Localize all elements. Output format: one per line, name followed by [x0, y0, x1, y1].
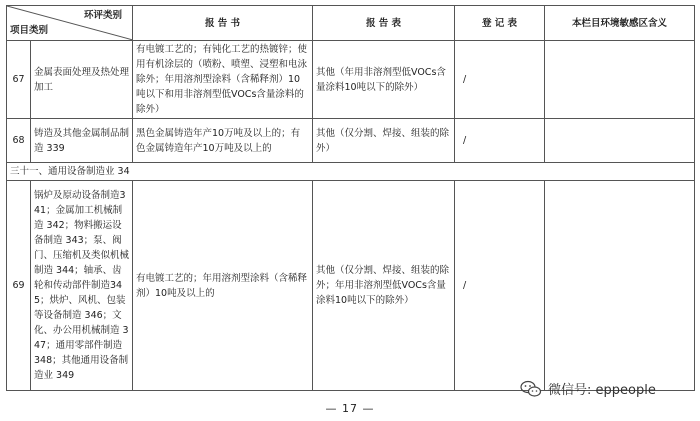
header-corner-cell [7, 6, 133, 41]
row-report-book: 有电镀工艺的；有钝化工艺的热镀锌；使用有机涂层的（喷粉、喷塑、浸塑和电泳除外；年用溶剂型涂料（含稀释剂）10吨以下和用非溶剂型低VOCs含量涂料的除外） [133, 41, 313, 119]
row-report-book: 黑色金属铸造年产10万吨及以上的；有色金属铸造年产10万吨及以上的 [133, 119, 313, 163]
header-registration: 登 记 表 [455, 6, 545, 41]
watermark [520, 379, 656, 398]
classification-table [6, 5, 695, 391]
table-row [7, 181, 695, 391]
row-sensitive-area [545, 181, 695, 391]
table-row [7, 41, 695, 119]
header-row [7, 6, 695, 41]
row-sensitive-area [545, 119, 695, 163]
row-sensitive-area [545, 41, 695, 119]
section-row [7, 163, 695, 181]
row-report-table: 其他（年用非溶剂型低VOCs含量涂料10吨以下的除外） [313, 41, 455, 119]
table-row [7, 119, 695, 163]
header-report-table: 报 告 表 [313, 6, 455, 41]
row-report-book: 有电镀工艺的；年用溶剂型涂料（含稀释剂）10吨及以上的 [133, 181, 313, 391]
row-registration: / [455, 119, 545, 163]
header-project-category: 项目类别 [10, 25, 49, 36]
row-report-table: 其他（仅分割、焊接、组装的除外；年用非溶剂型低VOCs含量涂料10吨以下的除外） [313, 181, 455, 391]
row-registration: / [455, 181, 545, 391]
page-number: — 17 — [325, 402, 375, 415]
row-category: 金属表面处理及热处理加工 [31, 41, 133, 119]
row-category: 铸造及其他金属制品制造 339 [31, 119, 133, 163]
watermark-text: 微信号: eppeople [548, 383, 656, 398]
row-number: 69 [7, 181, 31, 391]
header-sensitive-area: 本栏目环境敏感区含义 [545, 6, 695, 41]
header-report-book: 报 告 书 [133, 6, 313, 41]
wechat-icon [520, 380, 542, 398]
row-number: 68 [7, 119, 31, 163]
row-registration: / [455, 41, 545, 119]
row-report-table: 其他（仅分割、焊接、组装的除外） [313, 119, 455, 163]
section-title: 三十一、通用设备制造业 34 [7, 163, 695, 181]
header-env-category: 环评类别 [83, 10, 122, 21]
row-category: 锅炉及原动设备制造341；金属加工机械制造 342；物料搬运设备制造 343；泵、阀门、压缩机及类似机械制造 344；轴承、齿轮和传动部件制造345；烘炉、风机、包装等设备制造 346；文化、办公用机械制造 347；通用零部件制造 348；其他通用设备制造业 349 [31, 181, 133, 391]
row-number: 67 [7, 41, 31, 119]
